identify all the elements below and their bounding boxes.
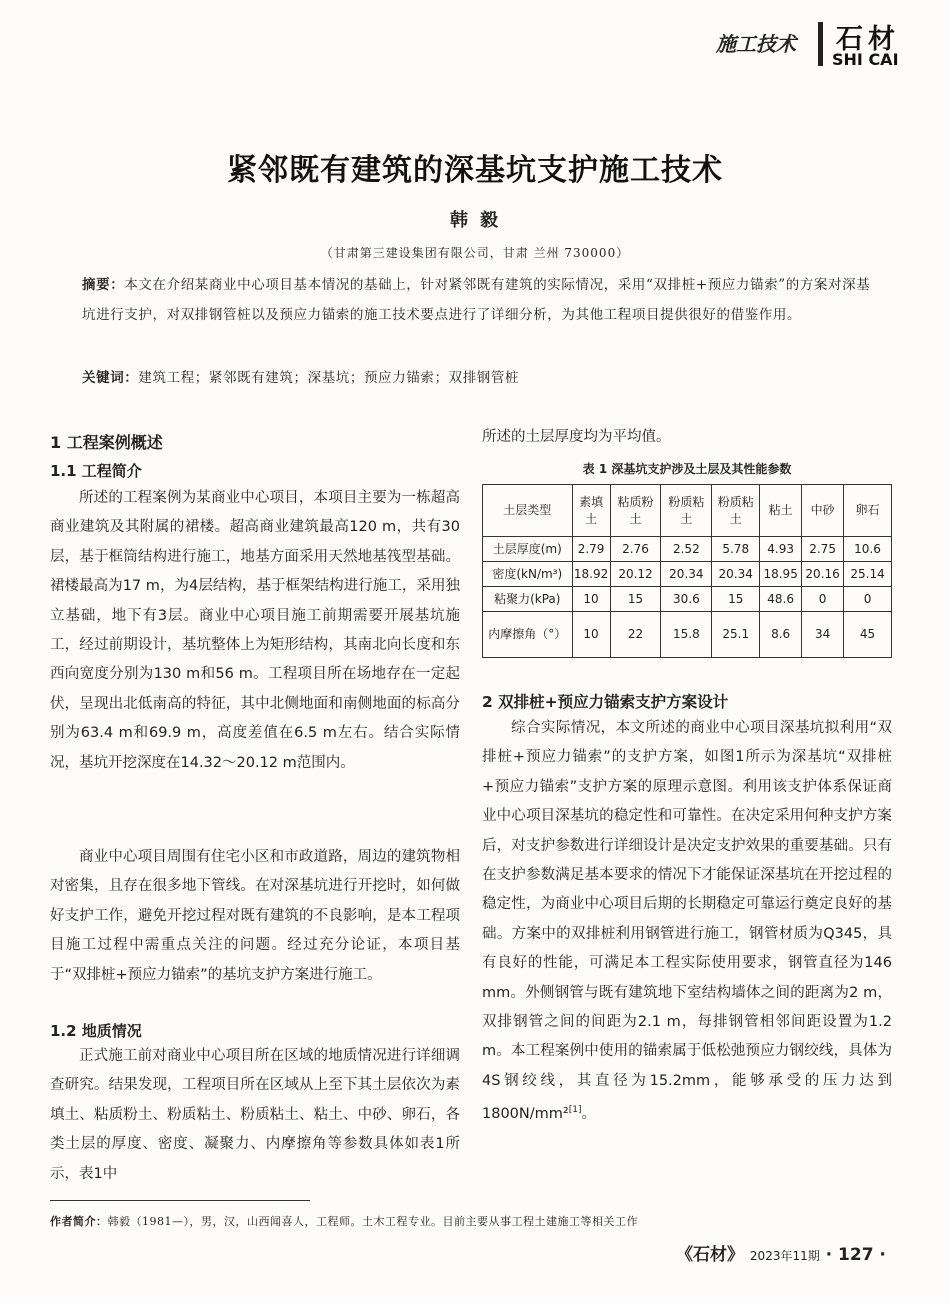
journal-name-en: SHI CAI xyxy=(832,50,899,69)
table-cell: 25.1 xyxy=(712,612,760,658)
table-cell: 25.14 xyxy=(844,562,892,587)
table-row xyxy=(483,587,892,612)
section-label: 施工技术 xyxy=(716,32,796,56)
table-cell: 0 xyxy=(802,587,844,612)
abstract-text: 本文在介绍某商业中心项目基本情况的基础上，针对紧邻既有建筑的实际情况，采用“双排桩+预应力锚索”的方案对深基坑进行支护，对双排钢管桩以及预应力锚索的施工技术要点进行了详细分析，为其他工程项目提供很好的借鉴作用。 xyxy=(82,277,871,323)
row-label: 内摩擦角（°） xyxy=(483,612,573,658)
section-2-paragraph-text: 综合实际情况，本文所述的商业中心项目深基坑拟利用“双排桩+预应力锚索”的支护方案，如图1所示为深基坑“双排桩+预应力锚索”支护方案的原理示意图。利用该支护体系保证商业中心项目深基坑的稳定性和可靠性。在决定采用何种支护方案后，对支护参数进行详细设计是决定支护效果的重要基础。只有在支护参数满足基本要求的情况下才能保证深基坑在开挖过程的稳定性，为商业中心项目后期的长期稳定可靠运行奠定良好的基础。方案中的双排桩利用钢管进行施工，钢管材质为Q345，具有良好的性能，可满足本工程实际使用要求，钢管直径为146 mm。外侧钢管与既有建筑地下室结构墙体之间的距离为2 m，双排钢管之间的间距为2.1 m，每排钢管相邻间距设置为1.2 m。本工程案例中使用的锚索属于低松弛预应力钢绞线，具体为4S钢绞线，其直径为15.2mm，能够承受的压力达到1800N/mm² xyxy=(482,720,892,1123)
table-cell: 18.92 xyxy=(572,562,610,587)
row-label: 密度(kN/m³) xyxy=(483,562,573,587)
section-1-1-heading: 1.1 工程简介 xyxy=(50,462,142,480)
abstract-label: 摘要： xyxy=(82,277,125,293)
table-row xyxy=(483,612,892,658)
footnote-rule xyxy=(50,1200,310,1201)
section-1-1-paragraph-2: 商业中心项目周围有住宅小区和市政道路，周边的建筑物相对密集，且存在很多地下管线。在对深基坑进行开挖时，如何做好支护工作，避免开挖过程对既有建筑的不良影响，是本工程项目施工过程中需重点关注的问题。经过充分论证，本项目基于“双排桩+预应力锚索”的基坑支护方案进行施工。 xyxy=(50,849,460,983)
table-cell: 20.34 xyxy=(661,562,712,587)
table-cell: 45 xyxy=(844,612,892,658)
section-1-2-paragraph: 正式施工前对商业中心项目所在区域的地质情况进行详细调查研究。结果发现，工程项目所在区域从上至下其土层依次为素填土、粘质粉土、粉质粘土、粉质粘土、粘土、中砂、卵石，各类土层的厚度、密度、凝聚力、内摩擦角等参数具体如表1所示，表1中 xyxy=(50,1048,460,1182)
footnote-text: 韩毅（1981—），男，汉，山西闻喜人，工程师。土木工程专业。目前主要从事工程土建施工等相关工作 xyxy=(107,1215,638,1228)
header-divider xyxy=(818,22,823,66)
journal-name-cn: 石材 xyxy=(836,24,900,55)
footer-issue: 2023年11期 xyxy=(749,1249,820,1263)
table-cell: 30.6 xyxy=(661,587,712,612)
row-label: 粘聚力(kPa) xyxy=(483,587,573,612)
citation-ref: [1] xyxy=(568,1105,582,1116)
table-cell: 10.6 xyxy=(844,537,892,562)
table-cell: 18.95 xyxy=(760,562,802,587)
table-header-cell: 粘质粉土 xyxy=(610,485,661,537)
section-1-heading: 1 工程案例概述 xyxy=(50,433,163,452)
author-footnote xyxy=(50,1213,638,1229)
table-row xyxy=(483,562,892,587)
table-cell: 20.34 xyxy=(712,562,760,587)
section-2-paragraph-end: 。 xyxy=(581,1106,596,1123)
table-header-cell: 粉质粘土 xyxy=(661,485,712,537)
table-cell: 2.52 xyxy=(661,537,712,562)
table-header-row xyxy=(483,485,892,537)
table-cell: 4.93 xyxy=(760,537,802,562)
page-number: · 127 · xyxy=(825,1245,886,1265)
table-cell: 10 xyxy=(572,612,610,658)
section-1-2-paragraph-continued: 所述的土层厚度均为平均值。 xyxy=(482,429,671,445)
table-row xyxy=(483,537,892,562)
section-2-heading: 2 双排桩+预应力锚索支护方案设计 xyxy=(482,693,729,711)
keywords xyxy=(82,365,872,391)
table-header-cell: 土层类型 xyxy=(483,485,573,537)
table-cell: 48.6 xyxy=(760,587,802,612)
table-header-cell: 粘土 xyxy=(760,485,802,537)
keywords-label: 关键词： xyxy=(82,370,139,386)
section-1-1-paragraph-1: 所述的工程案例为某商业中心项目，本项目主要为一栋超高商业建筑及其附属的裙楼。超高商业建筑最高120 m，共有30层，基于框筒结构进行施工，地基方面采用天然地基筏型基础。裙楼最高为17 m，为4层结构，基于框架结构进行施工，采用独立基础，地下有3层。商业中心项目施工前期需要开展基坑施工，经过前期设计，基坑整体上为矩形结构，其南北向长度和东西向宽度分别为130 m和56 m。工程项目所在场地存在一定起伏，呈现出北低南高的特征，其中北侧地面和南侧地面的标高分别为63.4 m和69.9 m，高度差值在6.5 m左右。结合实际情况，基坑开挖深度在14.32～20.12 m范围内。 xyxy=(50,490,460,771)
affiliation: （甘肃第三建设集团有限公司，甘肃 兰州 730000） xyxy=(320,246,630,260)
table-cell: 20.16 xyxy=(802,562,844,587)
table-cell: 15 xyxy=(610,587,661,612)
table-1 xyxy=(482,484,892,658)
table-cell: 2.76 xyxy=(610,537,661,562)
table-cell: 10 xyxy=(572,587,610,612)
table-cell: 22 xyxy=(610,612,661,658)
section-1-2-heading: 1.2 地质情况 xyxy=(50,1022,142,1040)
table-cell: 0 xyxy=(844,587,892,612)
table-header-cell: 素填土 xyxy=(572,485,610,537)
table-cell: 8.6 xyxy=(760,612,802,658)
table-cell: 34 xyxy=(802,612,844,658)
footer-journal: 《石材》 xyxy=(676,1245,744,1265)
table-1-caption: 表 1 深基坑支护涉及土层及其性能参数 xyxy=(582,462,792,476)
row-label: 土层厚度(m) xyxy=(483,537,573,562)
table-header-cell: 中砂 xyxy=(802,485,844,537)
page-footer xyxy=(676,1240,886,1265)
abstract xyxy=(82,270,872,330)
table-header-cell: 粉质粘土 xyxy=(712,485,760,537)
footnote-label: 作者简介： xyxy=(50,1215,108,1228)
table-cell: 15 xyxy=(712,587,760,612)
table-header-cell: 卵石 xyxy=(844,485,892,537)
table-cell: 20.12 xyxy=(610,562,661,587)
keywords-text: 建筑工程；紧邻既有建筑；深基坑；预应力锚索；双排钢管桩 xyxy=(138,370,520,386)
table-cell: 2.79 xyxy=(572,537,610,562)
table-cell: 5.78 xyxy=(712,537,760,562)
section-2-paragraph xyxy=(482,714,892,1130)
table-cell: 2.75 xyxy=(802,537,844,562)
table-cell: 15.8 xyxy=(661,612,712,658)
paper-title: 紧邻既有建筑的深基坑支护施工技术 xyxy=(227,153,723,188)
author: 韩毅 xyxy=(450,210,510,231)
